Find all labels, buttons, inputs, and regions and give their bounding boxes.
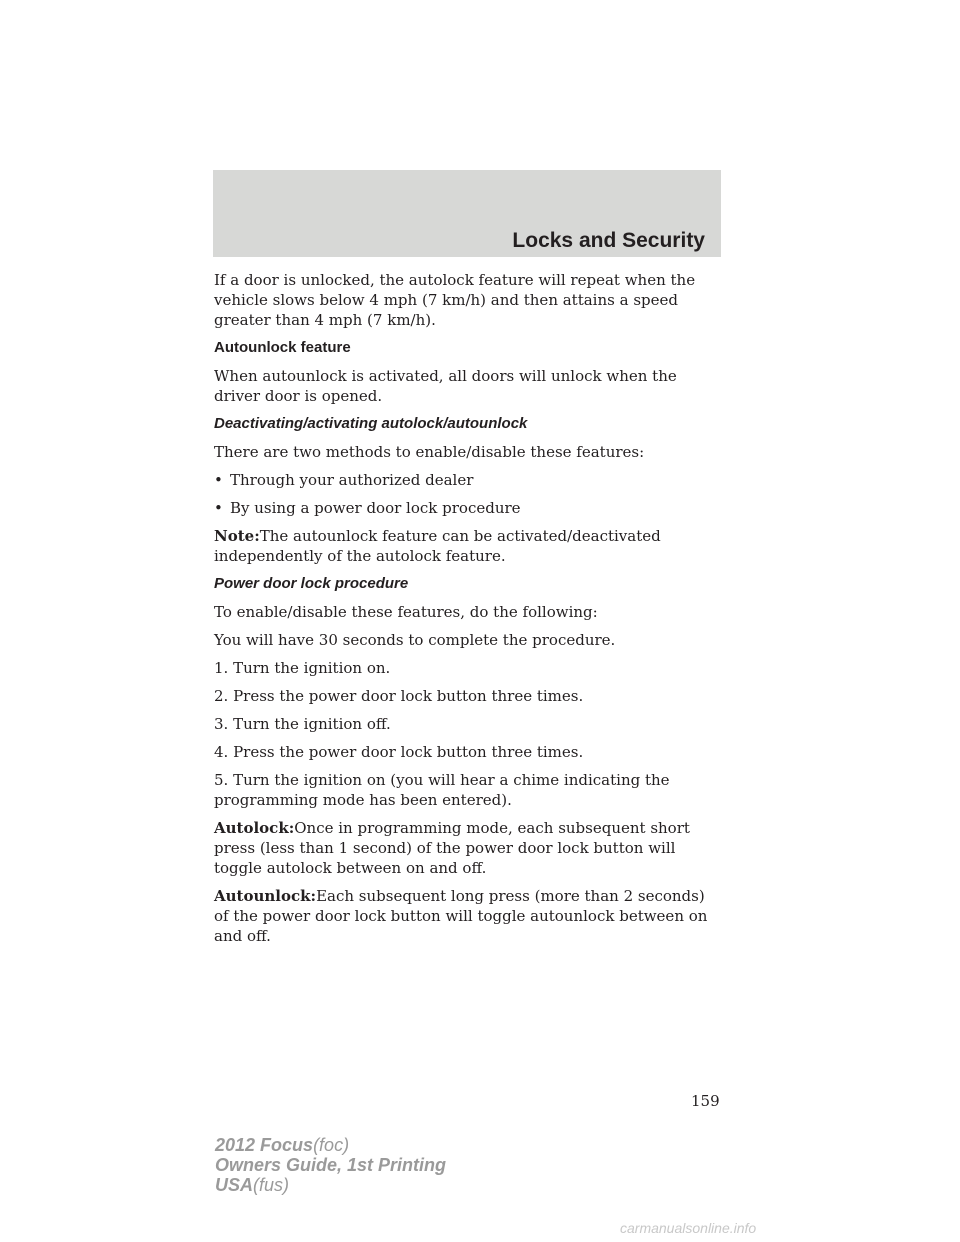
autolock-text: Once in programming mode, each subsequent short press (less than 1 second) of the power door lock button will toggle autolock between on and off.	[214, 819, 690, 877]
procedure-intro: To enable/disable these features, do the following:	[214, 603, 598, 621]
deactivating-heading: Deactivating/activating autolock/autounlock	[214, 415, 528, 432]
note-label: Note:	[214, 527, 260, 545]
autounlock-toggle-paragraph	[214, 886, 724, 946]
footer-line-1	[215, 1135, 446, 1155]
autounlock-paragraph: When autounlock is activated, all doors will unlock when the driver door is opened.	[214, 367, 677, 405]
autounlock-heading: Autounlock feature	[214, 339, 351, 356]
methods-paragraph: There are two methods to enable/disable these features:	[214, 443, 645, 461]
note-paragraph	[214, 526, 724, 566]
procedure-heading: Power door lock procedure	[214, 575, 409, 592]
section-header-band	[213, 170, 721, 257]
procedure-step: 3. Turn the ignition off.	[214, 715, 391, 733]
note-text: The autounlock feature can be activated/deactivated independently of the autolock feature.	[214, 527, 661, 565]
procedure-step: 5. Turn the ignition on (you will hear a chime indicating the programming mode has been entered).	[214, 771, 670, 809]
bullet-icon: •	[214, 499, 223, 517]
procedure-step: 1. Turn the ignition on.	[214, 659, 391, 677]
intro-paragraph: If a door is unlocked, the autolock feature will repeat when the vehicle slows below 4 mph (7 km/h) and then attains a speed greater than 4 mph (7 km/h).	[214, 271, 696, 329]
autounlock-label: Autounlock:	[214, 887, 317, 905]
autolock-paragraph	[214, 818, 724, 878]
bullet-item	[214, 498, 724, 518]
watermark: carmanualsonline.info	[620, 1220, 757, 1236]
print-footer	[215, 1135, 446, 1195]
page-content	[214, 270, 724, 954]
procedure-time: You will have 30 seconds to complete the procedure.	[214, 631, 616, 649]
footer-line-3	[215, 1175, 446, 1195]
footer-market-code: (fus)	[253, 1175, 290, 1195]
autolock-label: Autolock:	[214, 819, 295, 837]
footer-model: 2012 Focus	[215, 1135, 314, 1155]
footer-market: USA	[215, 1175, 254, 1195]
procedure-step: 4. Press the power door lock button three times.	[214, 743, 584, 761]
footer-line-2: Owners Guide, 1st Printing	[215, 1155, 447, 1175]
footer-model-code: (foc)	[313, 1135, 350, 1155]
bullet-text: By using a power door lock procedure	[230, 499, 521, 517]
bullet-item	[214, 470, 724, 490]
section-title: Locks and Security	[512, 229, 705, 252]
bullet-text: Through your authorized dealer	[230, 471, 474, 489]
bullet-icon: •	[214, 471, 223, 489]
procedure-step: 2. Press the power door lock button three times.	[214, 687, 584, 705]
page-number: 159	[691, 1092, 720, 1110]
autounlock-toggle-text: Each subsequent long press (more than 2 seconds) of the power door lock button will toggle autounlock between on and off.	[214, 887, 708, 945]
